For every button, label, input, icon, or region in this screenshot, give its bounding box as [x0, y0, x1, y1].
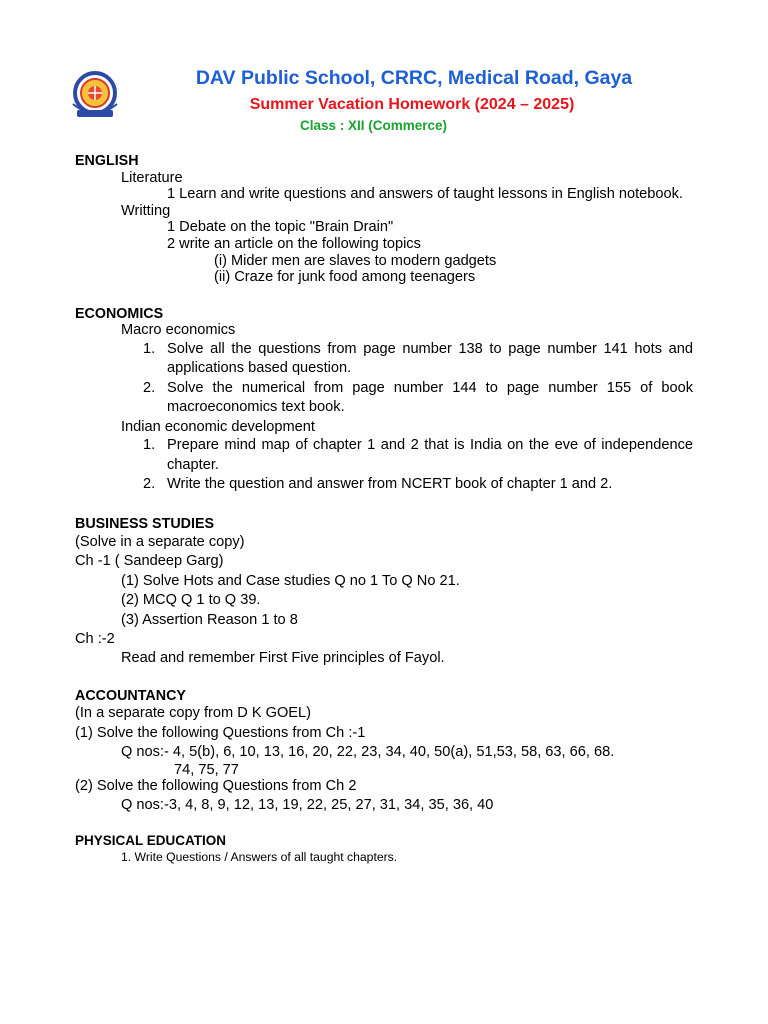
- business-ch2: Ch :-2: [75, 631, 115, 647]
- english-topic-2: (ii) Craze for junk food among teenagers: [214, 269, 476, 286]
- economics-indian-list: [75, 436, 693, 494]
- accountancy-q1: (1) Solve the following Questions from Ch :-1: [75, 724, 366, 741]
- economics-macro-list: [75, 340, 693, 418]
- accountancy-q1-numbers: Q nos:- 4, 5(b), 6, 10, 13, 16, 20, 22, 23, 34, 40, 50(a), 51,53, 58, 63, 66, 68.: [121, 744, 615, 761]
- class-label: Class : XII (Commerce): [300, 118, 448, 133]
- english-writing-item-2: 2 write an article on the following topics: [167, 235, 421, 252]
- english-literature-label: Literature: [121, 169, 183, 186]
- school-name: DAV Public School, CRRC, Medical Road, Gaya: [195, 67, 633, 89]
- accountancy-note: (In a separate copy from D K GOEL): [75, 705, 312, 722]
- accountancy-q1-numbers-cont: 74, 75, 77: [174, 761, 239, 778]
- business-ch1-item-1: (1) Solve Hots and Case studies Q no 1 To Q No 21.: [121, 572, 460, 589]
- english-writing-label: Writting: [121, 202, 171, 219]
- accountancy-heading: ACCOUNTANCY: [75, 687, 186, 704]
- list-item: 1. Solve all the questions from page number 138 to page number 141 hots and applications based question.: [143, 340, 693, 377]
- business-ch2-item: Read and remember First Five principles of Fayol.: [121, 650, 445, 667]
- homework-title: Summer Vacation Homework (2024 – 2025): [249, 96, 575, 113]
- homework-content: [75, 153, 693, 864]
- business-ch1-item-2: (2) MCQ Q 1 to Q 39.: [121, 592, 261, 609]
- english-topic-1: (i) Mider men are slaves to modern gadgets: [214, 252, 497, 269]
- accountancy-q2: (2) Solve the following Questions from Ch 2: [75, 777, 357, 794]
- physical-heading: PHYSICAL EDUCATION: [75, 833, 227, 849]
- list-item: 1. Prepare mind map of chapter 1 and 2 that is India on the eve of independence chapter.: [143, 437, 693, 473]
- list-item: 2. Write the question and answer from NCERT book of chapter 1 and 2.: [143, 475, 613, 492]
- list-item: 2. Solve the numerical from page number 144 to page number 155 of book macroeconomics text book.: [143, 379, 693, 416]
- english-writing-item-1: 1 Debate on the topic "Brain Drain": [167, 219, 394, 236]
- physical-item-1: 1. Write Questions / Answers of all taught chapters.: [121, 850, 398, 865]
- business-note: (Solve in a separate copy): [75, 533, 245, 550]
- economics-heading: ECONOMICS: [75, 305, 164, 322]
- business-ch1: Ch -1 ( Sandeep Garg): [75, 553, 224, 570]
- english-literature-item: 1 Learn and write questions and answers of taught lessons in English notebook.: [167, 186, 683, 203]
- business-heading: BUSINESS STUDIES: [75, 516, 215, 533]
- economics-macro-label: Macro economics: [121, 322, 236, 339]
- business-ch1-item-3: (3) Assertion Reason 1 to 8: [121, 611, 298, 628]
- accountancy-q2-numbers: Q nos:-3, 4, 8, 9, 12, 13, 19, 22, 25, 27, 31, 34, 35, 36, 40: [121, 797, 494, 814]
- english-heading: ENGLISH: [75, 153, 139, 169]
- economics-indian-label: Indian economic development: [121, 418, 315, 435]
